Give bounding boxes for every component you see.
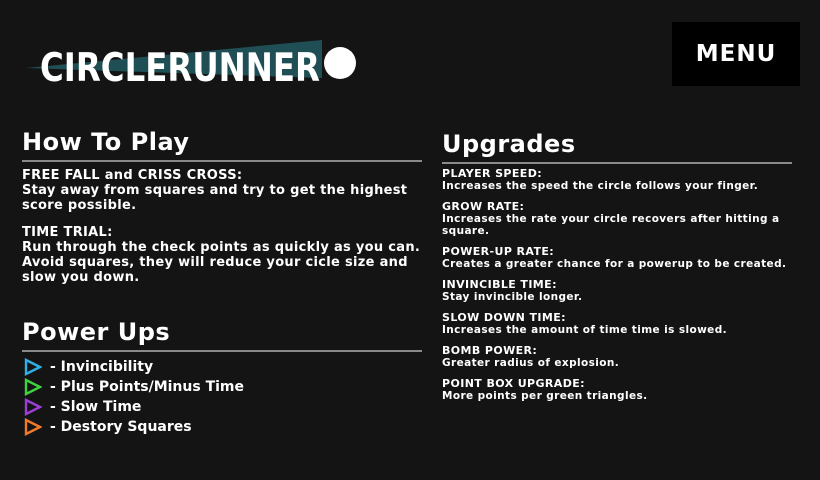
upgrade-point-box — [442, 378, 802, 402]
upgrade-player-speed — [442, 168, 802, 192]
triangle-icon — [24, 358, 42, 376]
power-up-label: - Plus Points/Minus Time — [50, 379, 245, 395]
logo-text: CIRCLERUNNER — [40, 46, 320, 91]
upgrade-description: Increases the rate your circle recovers after hitting a square. — [442, 213, 780, 237]
upgrade-description: More points per green triangles. — [442, 390, 648, 402]
how-to-play-divider — [22, 160, 422, 162]
power-up-slow-time — [24, 397, 244, 417]
upgrade-description: Greater radius of explosion. — [442, 357, 620, 369]
upgrade-slow-down-time — [442, 312, 802, 336]
mode-heading: FREE FALL and CRISS CROSS: — [22, 168, 243, 183]
mode-time-trial — [22, 225, 442, 285]
power-up-invincibility — [24, 357, 244, 377]
upgrades-title: Upgrades — [442, 130, 576, 158]
triangle-icon — [24, 418, 42, 436]
upgrade-name: POINT BOX UPGRADE: — [442, 377, 585, 390]
power-up-label: - Slow Time — [50, 399, 142, 415]
upgrades-list — [442, 168, 802, 411]
upgrades-divider — [442, 162, 792, 164]
mode-description: Run through the check points as quickly as you can. Avoid squares, they will reduce your cicle size and slow you down. — [22, 240, 421, 285]
mode-free-fall — [22, 168, 442, 213]
upgrade-grow-rate — [442, 201, 802, 237]
upgrade-name: SLOW DOWN TIME: — [442, 311, 566, 324]
menu-button[interactable]: MENU — [672, 22, 800, 86]
upgrade-bomb-power — [442, 345, 802, 369]
power-up-label: - Invincibility — [50, 359, 154, 375]
upgrade-name: GROW RATE: — [442, 200, 525, 213]
power-ups-divider — [22, 350, 422, 352]
upgrade-name: POWER-UP RATE: — [442, 245, 555, 258]
triangle-icon — [24, 398, 42, 416]
game-logo — [22, 18, 367, 103]
power-ups-list — [24, 357, 244, 437]
how-to-play-body — [22, 168, 442, 297]
upgrade-description: Increases the speed the circle follows your finger. — [442, 180, 759, 192]
power-ups-title: Power Ups — [22, 318, 171, 346]
upgrade-description: Stay invincible longer. — [442, 291, 583, 303]
upgrade-description: Increases the amount of time time is slowed. — [442, 324, 728, 336]
mode-heading: TIME TRIAL: — [22, 225, 113, 240]
upgrade-power-up-rate — [442, 246, 802, 270]
upgrade-name: BOMB POWER: — [442, 344, 538, 357]
upgrade-name: PLAYER SPEED: — [442, 167, 543, 180]
upgrade-invincible-time — [442, 279, 802, 303]
power-up-destroy-squares — [24, 417, 244, 437]
mode-description: Stay away from squares and try to get the highest score possible. — [22, 183, 408, 213]
how-to-play-title: How To Play — [22, 128, 190, 156]
power-up-label: - Destory Squares — [50, 419, 192, 435]
upgrade-name: INVINCIBLE TIME: — [442, 278, 557, 291]
upgrade-description: Creates a greater chance for a powerup to be created. — [442, 258, 787, 270]
logo-circle — [324, 47, 356, 79]
triangle-icon — [24, 378, 42, 396]
power-up-plus-points — [24, 377, 244, 397]
